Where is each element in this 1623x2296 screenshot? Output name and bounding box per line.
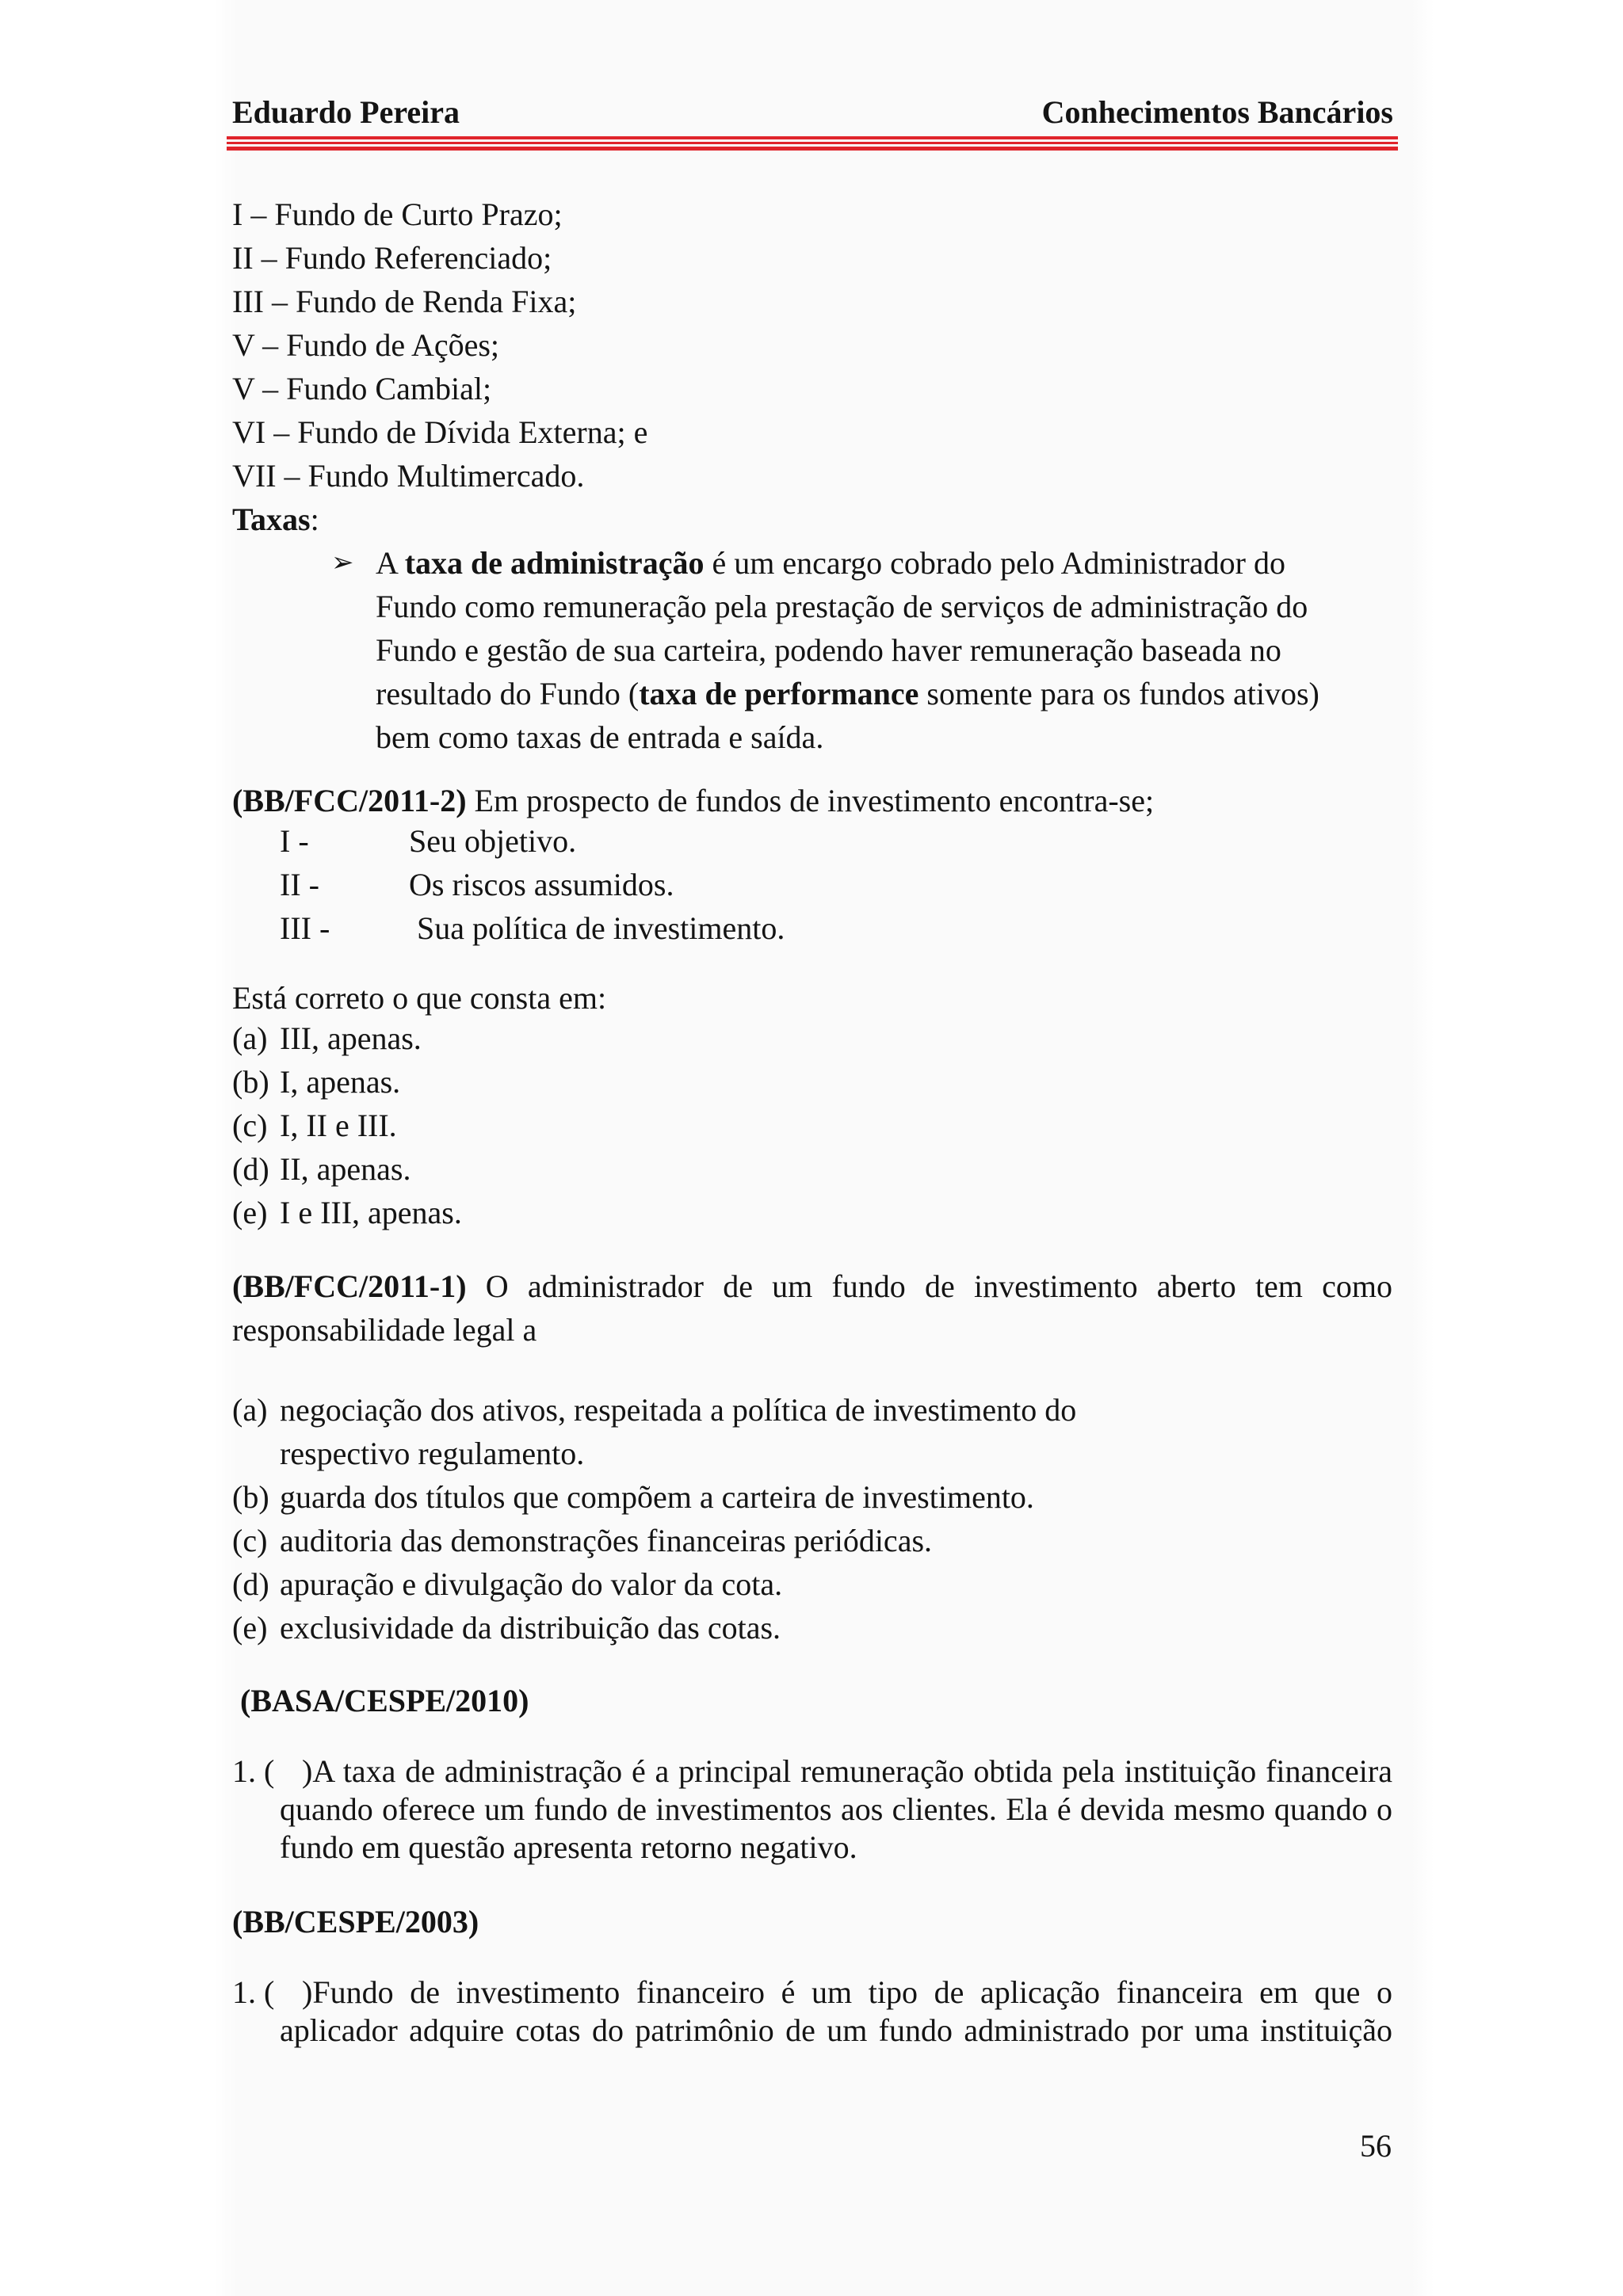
arrow-bullet-icon: ➢ (331, 547, 354, 578)
statement-number: I - (280, 823, 309, 859)
taxas-bullet (331, 541, 1392, 759)
option-letter: (b) (232, 1479, 269, 1515)
statement-text: Seu objetivo. (409, 823, 577, 859)
taxas-heading-line (232, 498, 1392, 541)
question-stem (232, 1264, 1392, 1352)
option-text: I, II e III. (280, 1108, 397, 1143)
statement-number: III - (280, 910, 330, 946)
option-letter: (c) (232, 1523, 268, 1558)
item-text (280, 1753, 1392, 1867)
page-number: 56 (1360, 2128, 1392, 2164)
fund-list-item: II – Fundo Referenciado; (232, 240, 552, 276)
fund-list-item: I – Fundo de Curto Prazo; (232, 196, 563, 232)
question-source: (BB/FCC/2011-1) (232, 1268, 467, 1304)
answer-option (232, 1519, 1392, 1562)
taxas-bullet-text (376, 541, 1350, 759)
true-false-item (232, 1753, 1392, 1867)
statement-item (232, 819, 1392, 863)
header-rule (227, 136, 1398, 139)
answer-option (232, 1562, 1392, 1606)
question-source: (BB/FCC/2011-2) (232, 783, 467, 818)
option-text: exclusividade da distribuição das cotas. (280, 1610, 781, 1646)
bold-term: taxa de administração (404, 545, 705, 581)
option-text: apuração e divulgação do valor da cota. (280, 1566, 783, 1602)
question-bb-fcc-2011-1 (232, 1264, 1392, 1650)
option-letter: (e) (232, 1195, 268, 1230)
answer-option (232, 1191, 1392, 1234)
question-source: (BASA/CESPE/2010) (240, 1683, 529, 1718)
fund-list-item: V – Fundo Cambial; (232, 371, 492, 406)
answer-option (232, 1147, 1392, 1191)
option-text: I e III, apenas. (280, 1195, 462, 1230)
question-basa-cespe-2010 (232, 1679, 1392, 1867)
question-stem (232, 783, 1392, 819)
statement-item (232, 906, 1392, 950)
question-bb-fcc-2011-2 (232, 783, 1392, 1234)
answer-option (232, 1606, 1392, 1650)
answer-option (232, 1060, 1392, 1104)
question-source-line (232, 1900, 1392, 1943)
item-statement: )A taxa de administração é a principal remuneração obtida pela instituição financeira quando oferece um fundo de investimentos aos clientes. Ela é devida mesmo quando o fundo em questão apresenta retorno negativo. (280, 1753, 1392, 1865)
item-number: 1. ( (232, 1974, 275, 2010)
question-prompt: Está correto o que consta em: (232, 980, 607, 1016)
option-text: I, apenas. (280, 1064, 401, 1100)
question-text: O administrador de um fundo de investimento aberto tem como responsabilidade legal a (232, 1268, 1392, 1348)
item-number: 1. ( (232, 1753, 275, 1789)
option-text: III, apenas. (280, 1020, 422, 1056)
option-text: negociação dos ativos, respeitada a política de investimento do respectivo regulamento. (280, 1392, 1077, 1471)
option-text: auditoria das demonstrações financeiras periódicas. (280, 1523, 933, 1558)
text-run: é um encargo cobrado pelo Administrador do Fundo como remuneração pela prestação de serviços de administração do Fundo e gestão de sua carteira, podendo haver remuneração baseada no resultado do Fundo ( (376, 545, 1308, 711)
answer-option (232, 1388, 1392, 1475)
answer-option (232, 1475, 1392, 1519)
item-text (280, 1974, 1392, 2050)
item-statement: )Fundo de investimento financeiro é um tipo de aplicação financeira em que o aplicador adquire cotas do patrimônio de um fundo administrado por uma instituição (280, 1974, 1392, 2048)
question-bb-cespe-2003 (232, 1900, 1392, 2050)
statement-number: II - (280, 867, 319, 902)
text-run: somente para os fundos ativos) bem como taxas de entrada e saída. (376, 676, 1319, 755)
statement-text: Sua política de investimento. (409, 910, 785, 946)
option-text: II, apenas. (280, 1151, 411, 1187)
fund-list-item: V – Fundo de Ações; (232, 327, 500, 363)
question-source-line (232, 1679, 1392, 1722)
option-letter: (d) (232, 1566, 269, 1602)
taxas-heading: Taxas (232, 502, 311, 537)
fund-list-item: III – Fundo de Renda Fixa; (232, 284, 577, 319)
page-header (232, 93, 1393, 132)
bold-term: taxa de performance (639, 676, 919, 711)
option-letter: (a) (232, 1020, 268, 1056)
statement-text: Os riscos assumidos. (409, 867, 674, 902)
fund-list (232, 193, 1392, 498)
option-letter: (a) (232, 1392, 268, 1428)
header-subject: Conhecimentos Bancários (1041, 94, 1393, 130)
page-content (232, 193, 1392, 2050)
fund-list-item: VII – Fundo Multimercado. (232, 458, 585, 494)
fund-list-item: VI – Fundo de Dívida Externa; e (232, 414, 648, 450)
statement-item (232, 863, 1392, 906)
header-rule (227, 142, 1398, 144)
taxas-colon: : (310, 502, 319, 537)
option-letter: (e) (232, 1610, 268, 1646)
option-letter: (c) (232, 1108, 268, 1143)
option-text: guarda dos títulos que compõem a carteira de investimento. (280, 1479, 1034, 1515)
text-run: A (376, 545, 405, 581)
true-false-item (232, 1974, 1392, 2050)
option-letter: (b) (232, 1064, 269, 1100)
answer-option (232, 1016, 1392, 1060)
question-source: (BB/CESPE/2003) (232, 1904, 479, 1939)
header-rule (227, 147, 1398, 151)
question-text: Em prospecto de fundos de investimento encontra-se; (466, 783, 1155, 818)
header-author: Eduardo Pereira (232, 94, 460, 130)
option-letter: (d) (232, 1151, 269, 1187)
answer-option (232, 1104, 1392, 1147)
